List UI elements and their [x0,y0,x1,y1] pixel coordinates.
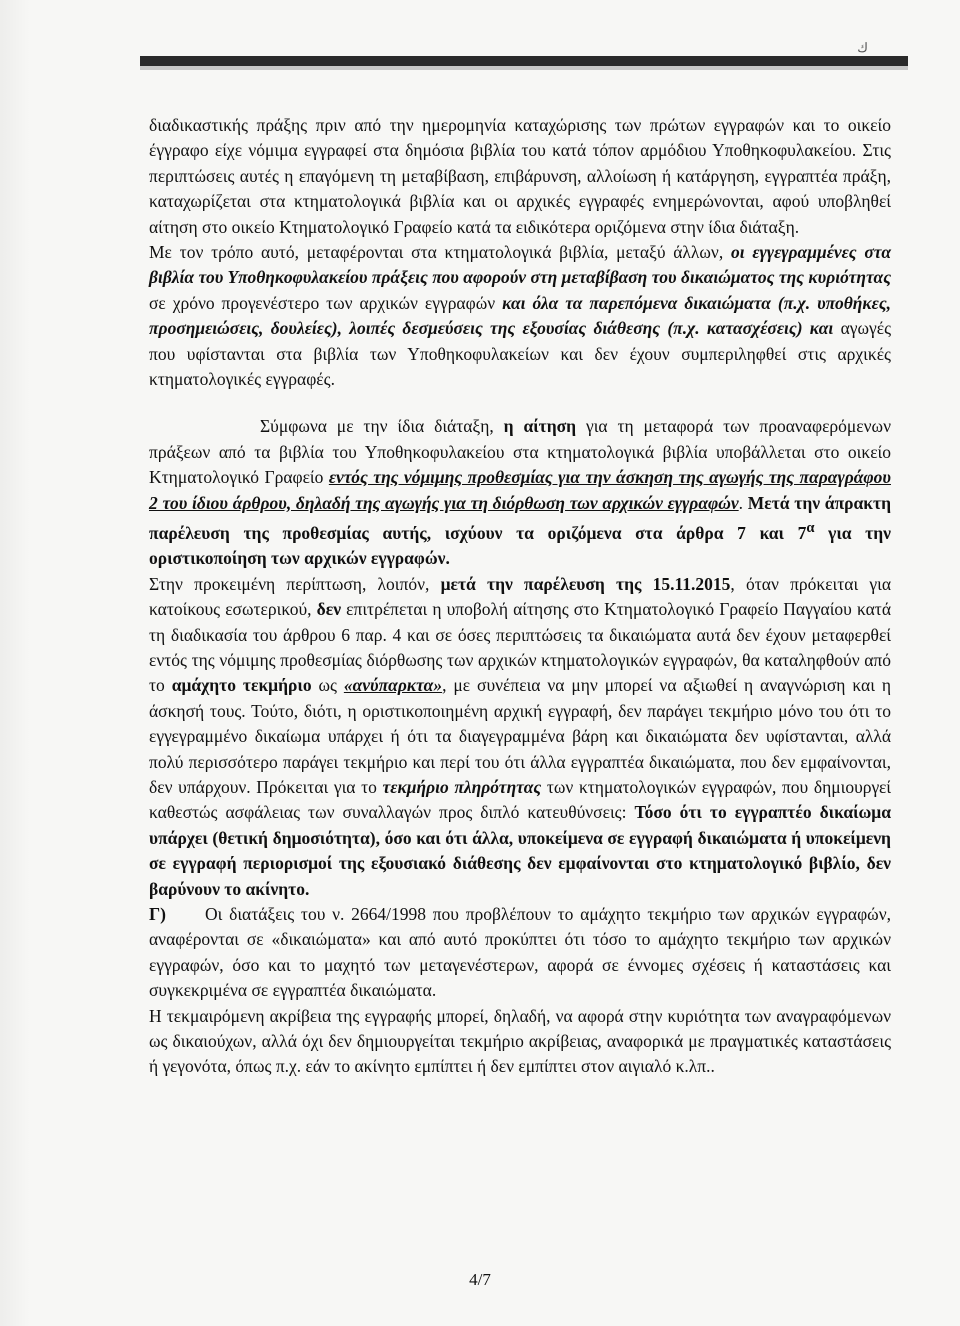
paragraph-4-text-e: , με συνέπεια να μην μπορεί να αξιωθεί η αναγνώριση και η άσκησή τους. Τούτο, διότι, η οριστικοποιημένη αρχική εγγραφή, δεν παράγει τεκμήριο μόνο του ότι το εγγεγραμμένο δικαίωμα υπάρχει ή ότι τα διαγεγραμμένα βάρη και δικαιώματα δεν υφίστανται, αλλά πολύ περισσότερο παράγει τεκμήριο και περί του ότι άλλα εγγραπτέα δικαιώματα, που δεν εμφαίνονται, δεν υπάρχουν. Πρόκειται για το [149,675,891,797]
header-rule [140,56,908,66]
scan-edge-shadow [0,0,30,1326]
page-number: 4/7 [469,1270,491,1289]
paragraph-3-emphasis-c: για την οριστικοποίηση των αρχικών εγγραφών. [149,522,892,569]
paragraph-3-text-b: για τη μεταφορά των προαναφερόμενων πράξεων από τα βιβλία του Υποθηκοφυλακείου στα κτηματολογικά βιβλία υποβάλλεται στο οικείο Κτηματολογικό Γραφείο [149,416,891,488]
paragraph-2-text-b: σε χρόνο προγενέστερο των αρχικών εγγραφών [149,292,503,313]
paragraph-4-completeness: τεκμήριο πληρότητας [382,776,542,797]
paragraph-2 [149,240,891,392]
paragraph-4-text-b: , όταν πρόκειται για κατοίκους εσωτερικού, [149,573,891,620]
paragraph-2-text-a: Με τον τρόπο αυτό, μεταφέρονται στα κτηματολογικά βιβλία, μεταξύ άλλων, [149,242,731,263]
paragraph-4-text-c: επιτρέπεται η υποβολή αίτησης στο Κτηματολογικό Γραφείο Παγγαίου κατά τη διαδικασία του άρθρου 6 παρ. 4 και σε όσες περιπτώσεις τα δικαιώματα αυτά δεν έχουν μεταφερθεί εντός της νόμιμης προθεσμίας διόρθωσης των αρχικών κτηματολογικών εγγραφών, θα καταληφθούν από το [149,599,891,696]
paragraph-1: διαδικαστικής πράξης πριν από την ημερομηνία καταχώρισης των πρώτων εγγραφών και το οικείο έγγραφο είχε νόμιμα εγγραφεί στα δημόσια βιβλία του κατά τόπον αρμόδιου Υποθηκοφυλακείου. Στις περιπτώσεις αυτές η επαγόμενη τη μεταβίβαση, επιβάρυνση, αλλοίωση ή κατάργηση, εγγραπτέα πράξη, καταχωρίζεται στα κτηματολογικά βιβλία και οι αρχικές εγγραφές ενημερώνονται, αφού υποβληθεί αίτηση στο οικείο Κτηματολογικό Γραφείο κατά τα ειδικότερα οριζόμενα στην ίδια διάταξη. [149,115,891,237]
document-body [149,113,891,1080]
corner-handwritten-mark: ك [857,40,868,55]
paragraph-4-date: μετά την παρέλευση της 15.11.2015 [440,573,731,594]
paragraph-3 [149,414,891,571]
header-rule-shadow [140,66,908,70]
paragraph-6: Η τεκμαιρόμενη ακρίβεια της εγγραφής μπορεί, δηλαδή, να αφορά στην κυριότητα των αναγραφόμενων ως δικαιούχων, αλλά όχι δεν δημιουργείται τεκμήριο ακρίβειας, αναφορικά με πραγματικές καταστάσεις ή γεγονότα, όπως π.χ. εάν το ακίνητο εμπίπτει ή δεν εμπίπτει στον αιγιαλό κ.λπ.. [149,1005,891,1077]
paragraph-5 [149,902,891,1004]
paragraph-2-text-c: αγωγές που υφίστανται στα βιβλία των Υποθηκοφυλακείων και δεν έχουν συμπεριληφθεί στις αρχικές κτηματολογικές εγγραφές. [149,318,891,390]
paragraph-3-text-a: Σύμφωνα με την ίδια διάταξη, [260,416,504,437]
paragraph-3-emphasis-b: Μετά την άπρακτη παρέλευση της προθεσμίας αυτής, ισχύουν τα οριζόμενα στα άρθρα 7 και 7 [149,492,892,543]
paragraph-2-emphasis-b: και όλα τα παρεπόμενα δικαιώματα (π.χ. υποθήκες, προσημειώσεις, δουλείες), λοιπές δεσμεύσεις της εξουσίας διάθεσης (π.χ. κατασχέσεις) και [149,292,892,339]
paragraph-3-text-c: . [738,492,748,513]
paragraph-4-not: δεν [316,599,342,620]
paragraph-4-presumption: αμάχητο τεκμήριο [171,675,312,696]
paragraph-4 [149,572,891,902]
paragraph-3-underlined: εντός της νόμιμης προθεσμίας για την άσκηση της αγωγής της παραγράφου 2 του ίδιου άρθρου, δηλαδή της αγωγής για τη διόρθωση των αρχικών εγγραφών [149,467,891,513]
paragraph-3-emphasis-a: η αίτηση [503,416,577,437]
section-label-gamma: Γ) [149,904,166,925]
paragraph-3-superscript: α [806,520,815,537]
paragraph-4-text-f: των κτηματολογικών εγγραφών, που δημιουργεί καθεστώς ασφάλειας των συναλλαγών προς διπλό κατευθύνσεις: [149,776,891,823]
paragraph-4-conclusion: Τόσο ότι το εγγραπτέο δικαίωμα υπάρχει (θετική δημοσιότητα), όσο και ότι άλλα, υποκείμενα σε εγγραφή δικαιώματα ή υποκείμενη σε εγγραφή περιορισμοί της εξουσιακό διάθεσης δεν εμφαίνονται στο κτηματολογικό βιβλίο, δεν βαρύνουν το ακίνητο. [149,802,891,899]
paragraph-5-text: Οι διατάξεις του ν. 2664/1998 που προβλέπουν το αμάχητο τεκμήριο των αρχικών εγγραφών, αναφέρονται σε «δικαιώματα» και από αυτό προκύπτει ότι τόσο το αμάχητο τεκμήριο των αρχικών εγγραφών, όσο και το μαχητό των μεταγενέστερων, αφορά σε έννομες σχέσεις ή καταστάσεις και συγκεκριμένα σε εγγραπτέα δικαιώματα. [149,904,891,1001]
paragraph-4-text-d: ως [311,675,344,696]
paragraph-2-emphasis-a: οι εγγεγραμμένες στα βιβλία του Υποθηκοφυλακείου πράξεις που αφορούν στη μεταβίβαση του δικαιώματος της κυριότητας [149,242,891,288]
paragraph-4-nonexistent: «ανύπαρκτα» [343,675,443,696]
paragraph-4-text-a: Στην προκειμένη περίπτωση, λοιπόν, [149,573,441,594]
